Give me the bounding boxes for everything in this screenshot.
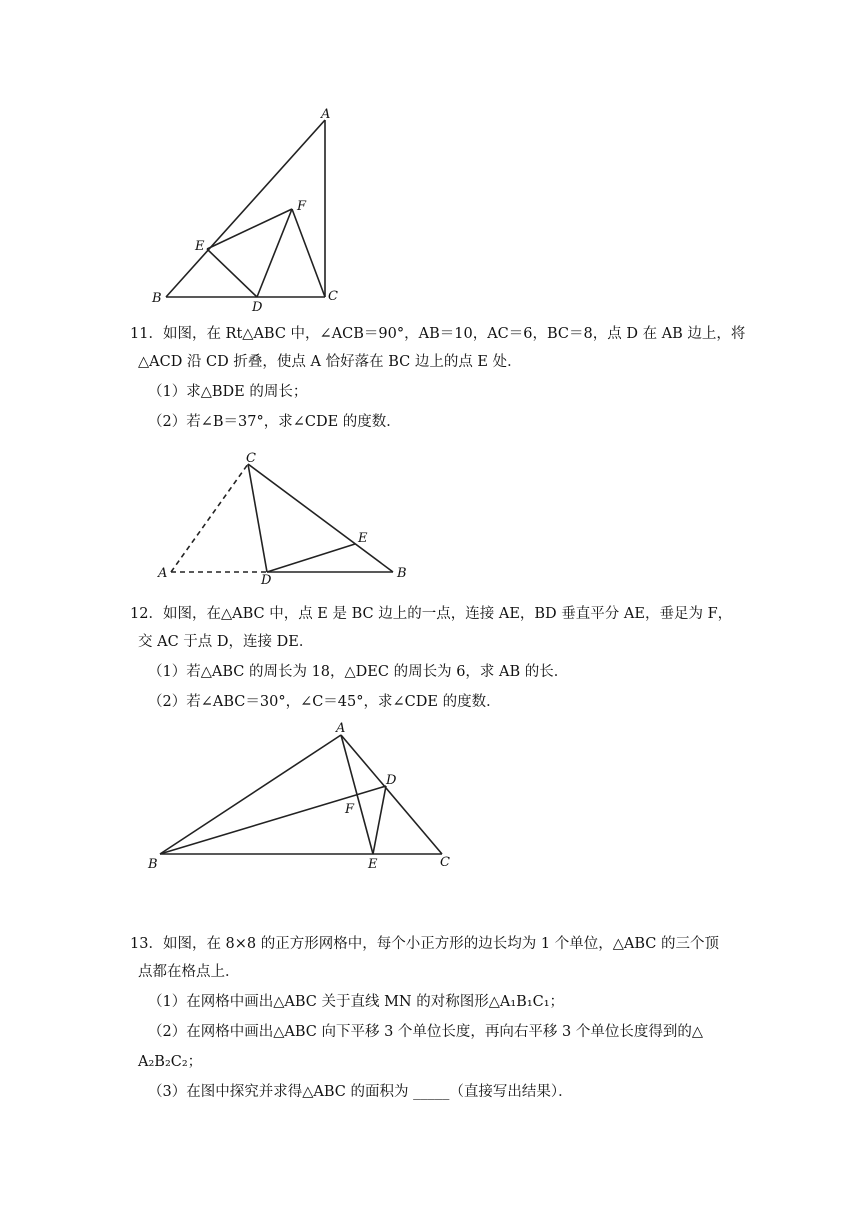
label-B: B	[397, 566, 407, 581]
problem-13-line-1: 13．如图，在 8×8 的正方形网格中，每个小正方形的边长均为 1 个单位，△ABC 的三个顶	[130, 936, 719, 952]
problem-13-line-2: 点都在格点上．	[138, 964, 240, 980]
segment-BD	[160, 786, 386, 854]
triangle-diagram-12	[145, 715, 465, 875]
label-D: D	[261, 573, 272, 588]
segment-DE	[267, 544, 355, 572]
label-F: F	[345, 802, 355, 817]
figure-problem-11	[150, 445, 420, 588]
problem-13-part-3: （3）在图中探究并求得△ABC 的面积为 _____（直接写出结果）．	[148, 1084, 573, 1100]
problem-11-line-2: △ACD 沿 CD 折叠，使点 A 恰好落在 BC 边上的点 E 处．	[138, 354, 522, 370]
figure-problem-12	[145, 715, 465, 875]
segment-AB	[160, 735, 341, 854]
label-C: C	[246, 451, 256, 466]
label-D: D	[386, 773, 397, 788]
segment-ED	[207, 249, 257, 297]
segment-CD	[248, 464, 267, 572]
label-A: A	[321, 107, 331, 122]
segment-DE	[373, 786, 386, 854]
segment-AC-dashed	[171, 464, 248, 572]
label-E: E	[358, 531, 368, 546]
triangle-diagram-11	[150, 445, 420, 588]
label-B: B	[148, 857, 158, 872]
segment-FC	[292, 209, 325, 297]
problem-13-part-2a: （2）在网格中画出△ABC 向下平移 3 个单位长度，再向右平移 3 个单位长度得到的△	[148, 1024, 704, 1040]
problem-11-part-1: （1）求△BDE 的周长；	[148, 384, 308, 400]
label-C: C	[328, 289, 338, 304]
problem-12-part-2: （2）若∠ABC＝30°，∠C＝45°，求∠CDE 的度数．	[148, 694, 501, 710]
problem-13-part-1: （1）在网格中画出△ABC 关于直线 MN 的对称图形△A₁B₁C₁；	[148, 994, 565, 1010]
problem-12-line-1: 12．如图，在△ABC 中，点 E 是 BC 边上的一点，连接 AE，BD 垂直平分 AE，垂足为 F，	[130, 606, 733, 622]
label-F: F	[297, 199, 307, 214]
problem-12-part-1: （1）若△ABC 的周长为 18，△DEC 的周长为 6，求 AB 的长．	[148, 664, 569, 680]
label-A: A	[336, 721, 346, 736]
label-E: E	[195, 239, 205, 254]
problem-11-part-2: （2）若∠B＝37°，求∠CDE 的度数．	[148, 414, 401, 430]
problem-12-line-2: 交 AC 于点 D，连接 DE．	[138, 634, 314, 650]
triangle-diagram-10	[150, 105, 350, 315]
label-D: D	[252, 300, 263, 315]
label-B: B	[152, 291, 162, 306]
problem-13-part-2b: A₂B₂C₂；	[138, 1054, 203, 1070]
label-C: C	[440, 855, 450, 870]
label-E: E	[368, 857, 378, 872]
label-A: A	[158, 566, 168, 581]
problem-11-line-1: 11．如图，在 Rt△ABC 中，∠ACB＝90°，AB＝10，AC＝6，BC＝8，点 D 在 AB 边上，将	[130, 326, 746, 342]
figure-problem-10	[150, 105, 350, 315]
